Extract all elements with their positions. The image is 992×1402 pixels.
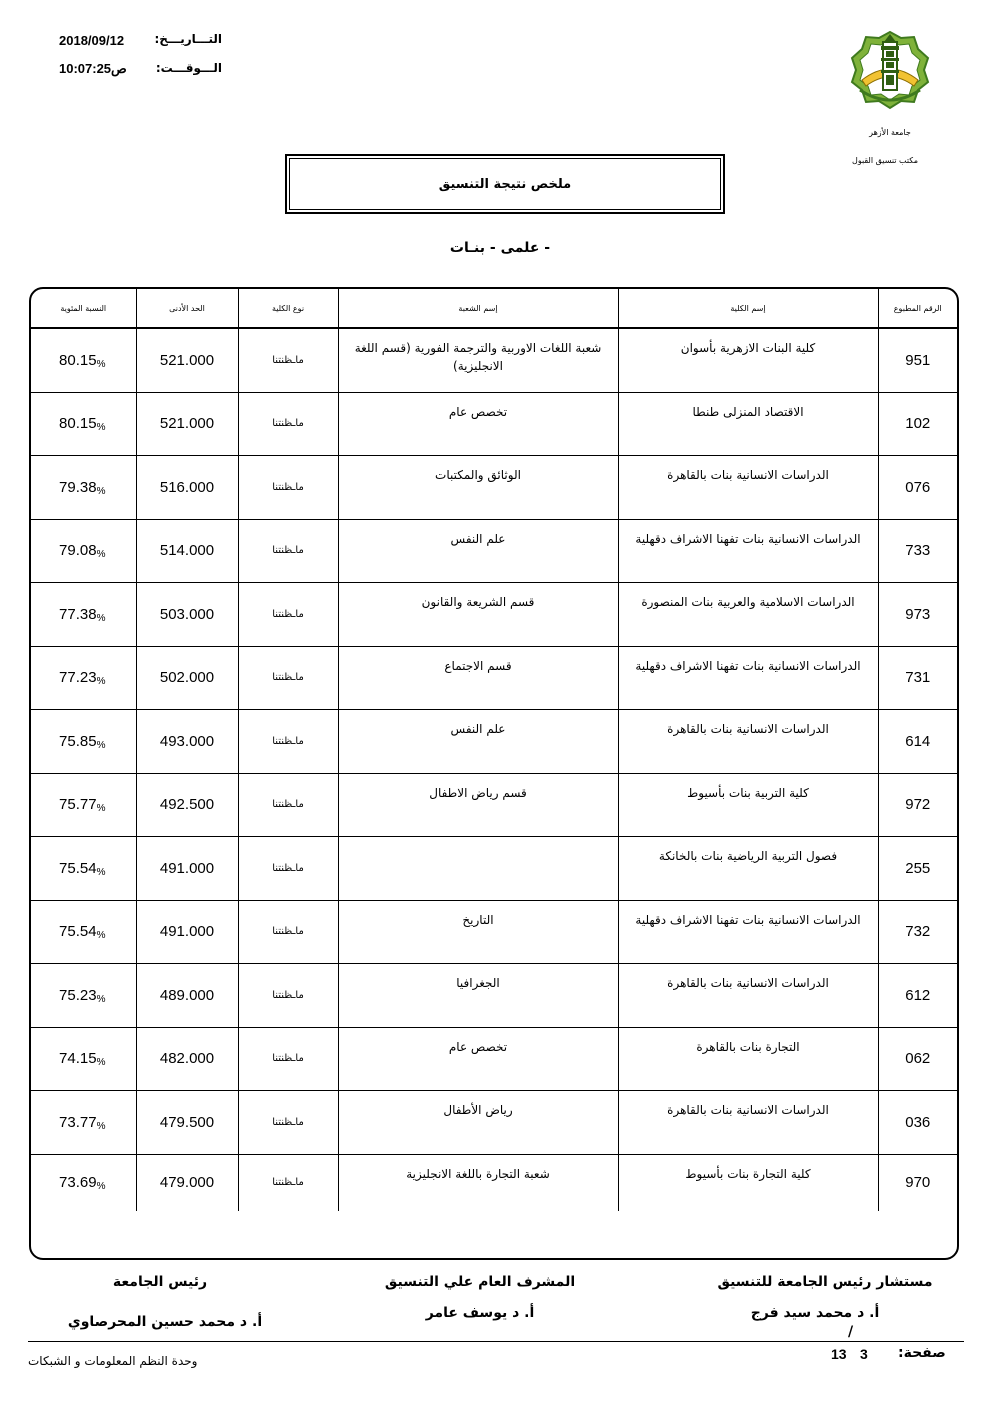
supervisor-title: المشرف العام علي التنسيق — [384, 1274, 576, 1290]
college-type-value: ماـظنتنا — [272, 418, 304, 430]
cell-college-type — [238, 837, 338, 901]
branch-name-value: قسم الاجتماع — [444, 658, 512, 673]
president-title: رئيس الجامعة — [112, 1274, 208, 1290]
cell-college-name — [618, 328, 878, 392]
cell-branch-name — [338, 710, 618, 774]
cell-printed-code — [878, 964, 957, 1028]
branch-name-value: تخصص عام — [448, 404, 508, 419]
college-name-value: الدراسات الانسانية بنات بالقاهرة — [667, 468, 829, 482]
cell-percentage — [31, 519, 136, 583]
percent-sign: % — [96, 930, 106, 942]
footer-divider — [28, 1341, 964, 1342]
cell-college-name — [618, 773, 878, 837]
college-type-value: ماـظنتنا — [272, 735, 304, 747]
advisor-title: مستشار رئيس الجامعة للتنسيق — [717, 1274, 933, 1290]
cell-minimum — [136, 773, 238, 837]
printed-code-value: 612 — [905, 986, 931, 1004]
branch-name-value: تخصص عام — [448, 1039, 508, 1054]
branch-name-value — [339, 837, 618, 847]
table-header-row — [31, 289, 957, 328]
cell-percentage — [31, 392, 136, 456]
cell-percentage — [31, 1027, 136, 1091]
cell-branch-name — [338, 583, 618, 647]
table-row — [31, 646, 957, 710]
college-type-value: ماـظنتنا — [272, 1116, 304, 1128]
cell-percentage — [31, 1091, 136, 1155]
minimum-value: 516.000 — [159, 478, 215, 496]
cell-printed-code — [878, 710, 957, 774]
cell-printed-code — [878, 646, 957, 710]
table-row — [31, 583, 957, 647]
minimum-value: 502.000 — [159, 669, 215, 687]
cell-college-name — [618, 837, 878, 901]
header-branch-name: إسم الشعبة — [338, 289, 618, 328]
minimum-value: 491.000 — [159, 923, 215, 941]
cell-college-type — [238, 964, 338, 1028]
cell-printed-code — [878, 1091, 957, 1155]
cell-branch-name — [338, 900, 618, 964]
page-total: 13 — [831, 1346, 847, 1362]
cell-percentage — [31, 456, 136, 520]
printed-code-value: 731 — [905, 669, 931, 687]
college-type-value: ماـظنتنا — [272, 989, 304, 1001]
cell-branch-name — [338, 456, 618, 520]
percentage-value: 75.54 — [59, 859, 97, 877]
college-type-value: ماـظنتنا — [272, 862, 304, 874]
page-current: 3 — [860, 1346, 868, 1362]
cell-percentage — [31, 1154, 136, 1211]
cell-minimum — [136, 328, 238, 392]
cell-percentage — [31, 583, 136, 647]
cell-college-name — [618, 1154, 878, 1211]
printed-code-value: 970 — [905, 1174, 931, 1191]
cell-percentage — [31, 964, 136, 1028]
cell-college-type — [238, 456, 338, 520]
percent-sign: % — [96, 803, 106, 815]
percentage-value: 79.38 — [59, 478, 97, 496]
percent-sign: % — [96, 676, 106, 688]
table-row — [31, 456, 957, 520]
printed-code-value: 614 — [905, 732, 931, 750]
cell-printed-code — [878, 1027, 957, 1091]
college-name-value: الدراسات الانسانية بنات تفهنا الاشراف دقهلية — [635, 658, 861, 673]
cell-college-type — [238, 710, 338, 774]
college-type-value: ماـظنتنا — [272, 926, 304, 938]
branch-name-value: الوثائق والمكتبات — [435, 468, 521, 482]
cell-printed-code — [878, 392, 957, 456]
college-name-value: فصول التربية الرياضية بنات بالخانكة — [658, 849, 838, 863]
cell-college-name — [618, 583, 878, 647]
cell-college-name — [618, 1027, 878, 1091]
cell-branch-name — [338, 964, 618, 1028]
university-logo — [848, 28, 932, 120]
percent-sign: % — [96, 612, 106, 624]
cell-branch-name — [338, 328, 618, 392]
cell-percentage — [31, 900, 136, 964]
supervisor-name: أ. د يوسف عامر — [425, 1305, 535, 1321]
cell-minimum — [136, 1091, 238, 1155]
date-value: 2018/09/12 — [59, 33, 125, 48]
percent-sign: % — [96, 485, 106, 497]
table-row — [31, 837, 957, 901]
table-row — [31, 964, 957, 1028]
header-minimum: الحد الأدنى — [136, 289, 238, 328]
cell-college-type — [238, 900, 338, 964]
cell-college-type — [238, 328, 338, 392]
cell-percentage — [31, 773, 136, 837]
branch-name-value: التاريخ — [462, 912, 494, 927]
cell-minimum — [136, 1027, 238, 1091]
college-type-value: ماـظنتنا — [272, 672, 304, 684]
college-name-value: الدراسات الاسلامية والعربية بنات المنصورة — [641, 595, 855, 609]
cell-college-name — [618, 1091, 878, 1155]
table-row — [31, 392, 957, 456]
minimum-value: 521.000 — [159, 415, 215, 433]
percentage-value: 80.15 — [59, 415, 97, 433]
college-name-value: الدراسات الانسانية بنات تفهنا الاشراف دقهلية — [635, 912, 861, 927]
cell-college-type — [238, 583, 338, 647]
advisor-name: أ. د محمد سيد فرج — [750, 1305, 880, 1321]
cell-branch-name — [338, 837, 618, 901]
table-row — [31, 773, 957, 837]
cell-percentage — [31, 328, 136, 392]
cell-minimum — [136, 964, 238, 1028]
branch-name-value: شعبة اللغات الاوربية والترجمة الفورية (قسم اللغة الانجليزية) — [354, 341, 602, 373]
cell-branch-name — [338, 1027, 618, 1091]
cell-branch-name — [338, 1154, 618, 1211]
branch-name-value: قسم رياض الاطفال — [429, 785, 527, 800]
cell-minimum — [136, 456, 238, 520]
branch-name-value: علم النفس — [450, 722, 506, 736]
cell-college-type — [238, 1027, 338, 1091]
percentage-value: 77.38 — [59, 605, 97, 623]
printed-code-value: 951 — [905, 351, 931, 369]
college-name-value: الدراسات الانسانية بنات تفهنا الاشراف دقهلية — [635, 531, 861, 546]
minimum-value: 492.500 — [159, 796, 215, 814]
table-row — [31, 900, 957, 964]
cell-minimum — [136, 900, 238, 964]
cell-college-name — [618, 900, 878, 964]
cell-printed-code — [878, 583, 957, 647]
cell-minimum — [136, 392, 238, 456]
branch-name-value: علم النفس — [450, 531, 506, 546]
cell-minimum — [136, 1154, 238, 1211]
cell-college-name — [618, 964, 878, 1028]
printed-code-value: 255 — [905, 859, 931, 877]
results-table — [31, 289, 957, 1211]
printed-code-value: 972 — [905, 796, 931, 814]
cell-printed-code — [878, 519, 957, 583]
logo-seal-icon — [852, 32, 928, 108]
cell-branch-name — [338, 392, 618, 456]
college-name-value: كلية التربية بنات بأسيوط — [687, 785, 809, 800]
percent-sign: % — [96, 422, 106, 434]
branch-name-value: قسم الشريعة والقانون — [421, 595, 535, 609]
percentage-value: 77.23 — [59, 669, 97, 687]
minimum-value: 514.000 — [159, 542, 215, 560]
branch-name-value: شعبة التجارة باللغة الانجليزية — [406, 1166, 550, 1181]
minimum-value: 482.000 — [159, 1050, 215, 1068]
minimum-value: 521.000 — [159, 351, 215, 369]
table-row — [31, 710, 957, 774]
cell-minimum — [136, 646, 238, 710]
college-name-value: الاقتصاد المنزلى طنطا — [692, 404, 804, 419]
cell-percentage — [31, 837, 136, 901]
percent-sign: % — [96, 739, 106, 751]
college-type-value: ماـظنتنا — [272, 545, 304, 557]
cell-college-type — [238, 1154, 338, 1211]
cell-branch-name — [338, 1091, 618, 1155]
college-name-value: الدراسات الانسانية بنات بالقاهرة — [667, 1103, 829, 1117]
college-name-value: كلية البنات الازهرية بأسوان — [680, 341, 816, 355]
percentage-value: 75.23 — [59, 986, 97, 1004]
page-label: صفحة: — [898, 1345, 946, 1361]
college-name-value: الدراسات الانسانية بنات بالقاهرة — [667, 976, 829, 990]
printed-code-value: 076 — [905, 478, 931, 496]
report-subtitle: - علمى - بنـات — [449, 240, 551, 256]
footer-unit-name: وحدة النظم المعلومات و الشبكات — [28, 1354, 198, 1368]
branch-name-value: الجغرافيا — [456, 976, 500, 990]
cell-college-name — [618, 519, 878, 583]
percentage-value: 75.54 — [59, 923, 97, 941]
percentage-value: 73.69 — [59, 1174, 97, 1191]
logo-university-name: جامعة الأزهر — [869, 128, 911, 137]
cell-printed-code — [878, 328, 957, 392]
college-type-value: ماـظنتنا — [272, 354, 304, 366]
cell-college-type — [238, 1091, 338, 1155]
time-label: الـــوقـــت: — [155, 61, 222, 75]
cell-college-type — [238, 392, 338, 456]
table-row — [31, 328, 957, 392]
college-type-value: ماـظنتنا — [272, 481, 304, 493]
cell-percentage — [31, 710, 136, 774]
percent-sign: % — [96, 358, 106, 370]
percentage-value: 80.15 — [59, 351, 97, 369]
percent-sign: % — [96, 549, 106, 561]
logo-office-name: مكتب تنسيق القبول — [852, 156, 918, 165]
percentage-value: 73.77 — [59, 1113, 97, 1131]
percent-sign: % — [96, 866, 106, 878]
table-row — [31, 519, 957, 583]
advisor-slash: / — [848, 1324, 854, 1340]
cell-printed-code — [878, 1154, 957, 1211]
cell-college-type — [238, 519, 338, 583]
cell-printed-code — [878, 456, 957, 520]
minimum-value: 493.000 — [159, 732, 215, 750]
printed-code-value: 102 — [905, 415, 931, 433]
header-college-name: إسم الكلية — [618, 289, 878, 328]
cell-minimum — [136, 519, 238, 583]
college-type-value: ماـظنتنا — [272, 608, 304, 620]
printed-code-value: 733 — [905, 542, 931, 560]
cell-college-name — [618, 392, 878, 456]
cell-minimum — [136, 710, 238, 774]
college-name-value: التجارة بنات بالقاهرة — [696, 1039, 800, 1054]
cell-minimum — [136, 583, 238, 647]
college-type-value: ماـظنتنا — [272, 799, 304, 811]
percentage-value: 75.85 — [59, 732, 97, 750]
cell-printed-code — [878, 900, 957, 964]
percent-sign: % — [96, 1057, 106, 1069]
college-name-value: الدراسات الانسانية بنات بالقاهرة — [667, 722, 829, 736]
college-name-value: كلية التجارة بنات بأسيوط — [685, 1166, 811, 1181]
minimum-value: 479.500 — [159, 1113, 215, 1131]
percentage-value: 74.15 — [59, 1050, 97, 1068]
printed-code-value: 732 — [905, 923, 931, 941]
cell-branch-name — [338, 646, 618, 710]
minimum-value: 491.000 — [159, 859, 215, 877]
header-percentage: النسبة المئوية — [31, 289, 136, 328]
president-name: أ. د محمد حسين المحرصاوي — [67, 1314, 263, 1330]
printed-code-value: 036 — [905, 1113, 931, 1131]
branch-name-value: رياض الأطفال — [443, 1103, 513, 1117]
cell-printed-code — [878, 773, 957, 837]
cell-minimum — [136, 837, 238, 901]
time-value: ص10:07:25 — [59, 61, 127, 76]
college-type-value: ماـظنتنا — [272, 1053, 304, 1065]
header-printed-code: الرقم المطبوع — [878, 289, 957, 328]
printed-code-value: 062 — [905, 1050, 931, 1068]
report-title: ملخص نتيجة التنسيق — [285, 154, 725, 214]
table-row — [31, 1091, 957, 1155]
table-row — [31, 1154, 957, 1211]
percent-sign: % — [96, 993, 106, 1005]
cell-branch-name — [338, 773, 618, 837]
minimum-value: 479.000 — [159, 1174, 215, 1191]
cell-college-name — [618, 456, 878, 520]
cell-college-name — [618, 646, 878, 710]
cell-branch-name — [338, 519, 618, 583]
cell-college-type — [238, 646, 338, 710]
cell-printed-code — [878, 837, 957, 901]
table-row — [31, 1027, 957, 1091]
percent-sign: % — [96, 1120, 106, 1132]
cell-percentage — [31, 646, 136, 710]
date-label: التـــاريـــخ: — [154, 32, 222, 46]
percent-sign: % — [96, 1181, 106, 1192]
minimum-value: 503.000 — [159, 605, 215, 623]
cell-college-name — [618, 710, 878, 774]
cell-college-type — [238, 773, 338, 837]
printed-code-value: 973 — [905, 605, 931, 623]
percentage-value: 79.08 — [59, 542, 97, 560]
header-college-type: نوع الكلية — [238, 289, 338, 328]
minimum-value: 489.000 — [159, 986, 215, 1004]
percentage-value: 75.77 — [59, 796, 97, 814]
college-type-value: ماـظنتنا — [272, 1177, 304, 1188]
